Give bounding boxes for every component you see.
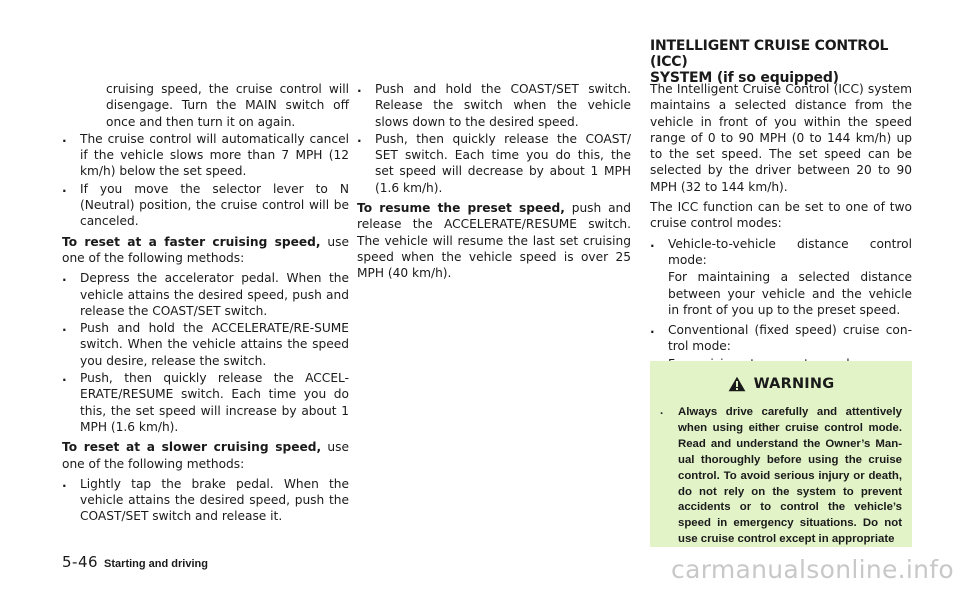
faster-reset-paragraph: To reset at a faster cruising speed, use one of the following methods: <box>62 234 349 265</box>
bullet-mark: . <box>357 81 362 95</box>
bullet-mark: . <box>660 405 664 417</box>
bullet-mark: . <box>357 130 362 145</box>
list-item: . Push, then quickly release the COAST/ SET switch. Each time you do this, the set speed will decrease by about 1 MPH (1.6 km/h). <box>357 130 631 195</box>
bullet-mark: . <box>650 235 655 250</box>
list-item: . Vehicle-to-vehicle distance control mode: <box>650 235 912 267</box>
list-item: . Push and hold the ACCELERATE/RE-SUME switch. When the vehicle attains the speed you desire, release the switch. <box>62 320 349 368</box>
list-item: . If you move the selector lever to N (Neutral) position, the cruise control will be canceled. <box>62 180 349 229</box>
modes-intro-paragraph: The ICC function can be set to one of two cruise control modes: <box>650 200 912 231</box>
icc-intro-paragraph: The Intelligent Cruise Control (ICC) system maintains a selected distance from the vehicle in front of you within the speed range of 0 to 90 MPH (0 to 144 km/h) up to the set speed. The set speed can be selected by the driver between 20 to 90 MPH (32 to 144 km/h). <box>650 82 912 194</box>
column-middle <box>357 81 631 286</box>
column-left <box>62 81 349 526</box>
section-name: Starting and driving <box>104 558 208 570</box>
bullet-mark: . <box>62 180 67 195</box>
resume-paragraph: To resume the preset speed, push and release the ACCELERATE/RESUME switch. The vehicle will resume the last set cruising speed when the vehicle speed is over 25 MPH (40 km/h). <box>357 201 631 281</box>
bullet-mark: . <box>62 370 67 385</box>
list-item: . The cruise control will automatically cancel if the vehicle slows more than 7 MPH (12 km/h) below the set speed. <box>62 130 349 179</box>
list-item: . Push, then quickly release the ACCEL-ERATE/RESUME switch. Each time you do this, the set speed will increase by about 1 MPH (1.6 km/h). <box>62 370 349 434</box>
mode-description: For maintaining a selected distance between your vehicle and the vehicle in front of you up to the preset speed. <box>668 270 912 317</box>
warning-label: WARNING <box>753 376 835 392</box>
list-item: . Conventional (fixed speed) cruise con-trol mode: <box>650 322 912 354</box>
list-item: . Depress the accelerator pedal. When the vehicle attains the desired speed, push and release the COAST/SET switch. <box>62 270 349 318</box>
bullet-mark: . <box>650 322 655 337</box>
bullet-mark: . <box>62 320 67 335</box>
watermark: carmanualsonline.info <box>671 555 954 584</box>
bullet-mark: . <box>62 270 67 285</box>
page-footer <box>62 553 208 571</box>
continued-paragraph: cruising speed, the cruise control will disengage. Turn the MAIN switch off once and then turn it on again. <box>106 82 349 129</box>
list-item: . Lightly tap the brake pedal. When the vehicle attains the desired speed, push the COAST/SET switch and release it. <box>62 475 349 524</box>
warning-triangle-icon <box>728 376 746 392</box>
bullet-mark: . <box>62 475 67 490</box>
warning-text: . Always drive carefully and attentively when using either cruise control mode. Read and understand the Owner’s Man-ual thoroughly before using the cruise control. To avoid serious injury or death, do not rely on the system to prevent accidents or to control the vehicle’s speed in emergency situations. Do not use cruise control except in appropriate <box>660 405 902 546</box>
page-number: 5-46 <box>62 553 99 571</box>
slower-reset-paragraph: To reset at a slower cruising speed, use one of the following methods: <box>62 440 349 471</box>
list-item: . Push and hold the COAST/SET switch. Release the switch when the vehicle slows down to the desired speed. <box>357 81 631 129</box>
column-right <box>650 81 912 376</box>
warning-header <box>650 373 912 395</box>
warning-box <box>650 361 912 547</box>
bullet-mark: . <box>62 130 67 145</box>
section-heading: INTELLIGENT CRUISE CONTROL (ICC) SYSTEM (if so equipped) <box>650 38 889 86</box>
